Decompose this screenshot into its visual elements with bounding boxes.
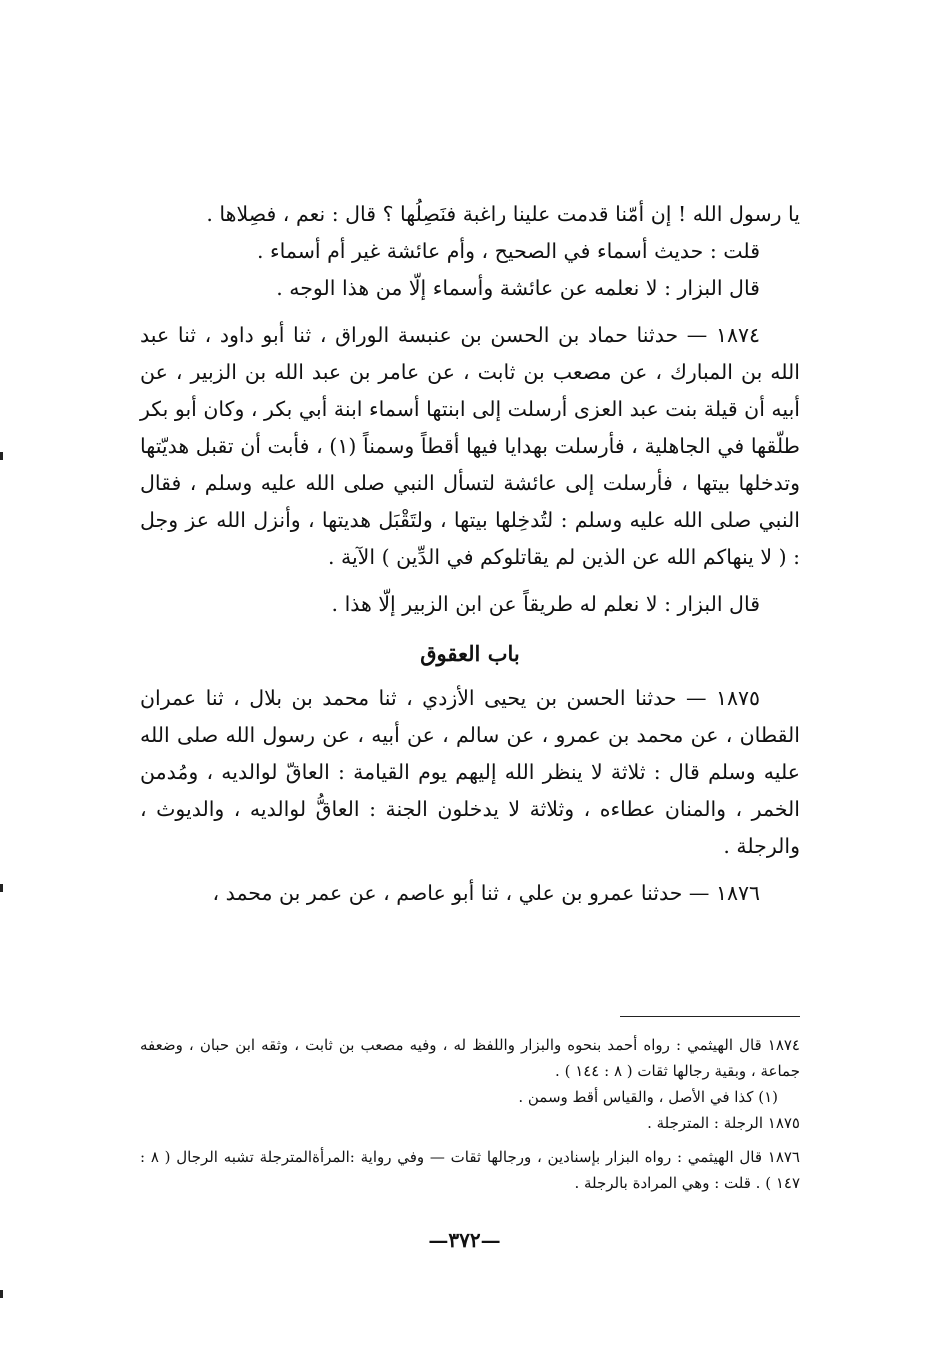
scan-edge-mark xyxy=(0,884,3,892)
hadith-1876: ١٨٧٦ — حدثنا عمرو بن علي ، ثنا أبو عاصم ، عن عمر بن محمد ، xyxy=(212,881,760,905)
section-heading: باب العقوق xyxy=(420,641,520,666)
footnotes xyxy=(140,1032,800,1196)
footnote-1875: ١٨٧٥ الرجلة : المترجلة . xyxy=(647,1114,800,1132)
scan-edge-mark xyxy=(0,1290,3,1298)
footnote-1: (١) كذا في الأصل ، والقياس أقط وسمن . xyxy=(518,1088,778,1106)
footnote-1874: ١٨٧٤ قال الهيثمي : رواه أحمد بنحوه والبزار واللفظ له ، وفيه مصعب بن ثابت ، وثقه ابن حبان ، وضعفه جماعة ، وبقية رجالها ثقات ( ٨ : ١٤٤ ) . xyxy=(140,1036,800,1080)
text-line-1: يا رسول الله ! إن أمّنا قدمت علينا راغبة فنَصِلُها ؟ قال : نعم ، فصِلاها . xyxy=(206,202,800,226)
footnote-1876: ١٨٧٦ قال الهيثمي : رواه البزار بإسنادين ، ورجالها ثقات — وفي رواية :المرأةالمترجلة تشبه الرجال ( ٨ : ١٤٧ ) . قلت : وهي المرادة بالرجلة . xyxy=(140,1148,800,1192)
footnote-divider xyxy=(620,1016,800,1017)
main-text xyxy=(140,196,800,912)
hadith-1874: ١٨٧٤ — حدثنا حماد بن الحسن بن عنبسة الوراق ، ثنا أبو داود ، ثنا عبد الله بن المبارك ، عن مصعب بن ثابت ، عن عامر بن عبد الله بن الزبير ، عن أبيه أن قيلة بنت عبد العزى أرسلت إلى ابنتها أسماء ابنة أبي بكر ، وكان أبو بكر طلّقها في الجاهلية ، فأرسلت بهدايا فيها أقطاً وسمناً (١) ، فأبت أن تقبل هديّتها وتدخلها بيتها ، فأرسلت إلى عائشة لتسأل النبي صلى الله عليه وسلم ، فقال النبي صلى الله عليه وسلم : لتُدخِلها بيتها ، ولتَقْبَل هديتها ، وأنزل الله عز وجل : ( لا ينهاكم الله عن الذين لم يقاتلوكم في الدِّين ) الآية . xyxy=(140,323,800,569)
text-line-2: قلت : حديث أسماء في الصحيح ، وأم عائشة غير أم أسماء . xyxy=(256,239,760,263)
text-line-3: قال البزار : لا نعلمه عن عائشة وأسماء إلّا من هذا الوجه . xyxy=(276,276,760,300)
page-number: —٣٧٢— xyxy=(428,1228,501,1252)
bazzar-comment: قال البزار : لا نعلم له طريقاً عن ابن الزبير إلّا هذا . xyxy=(331,592,760,616)
scan-edge-mark xyxy=(0,452,3,460)
hadith-1875: ١٨٧٥ — حدثنا الحسن بن يحيى الأزدي ، ثنا محمد بن بلال ، ثنا عمران القطان ، عن محمد بن عمرو ، عن سالم ، عن أبيه ، عن رسول الله صلى الله عليه وسلم قال : ثلاثة لا ينظر الله إليهم يوم القيامة : العاقّ لوالديه ، ومُدمن الخمر ، والمنان عطاءه ، وثلاثة لا يدخلون الجنة : العاقُّ لوالديه ، والديوث ، والرجلة . xyxy=(140,686,800,858)
